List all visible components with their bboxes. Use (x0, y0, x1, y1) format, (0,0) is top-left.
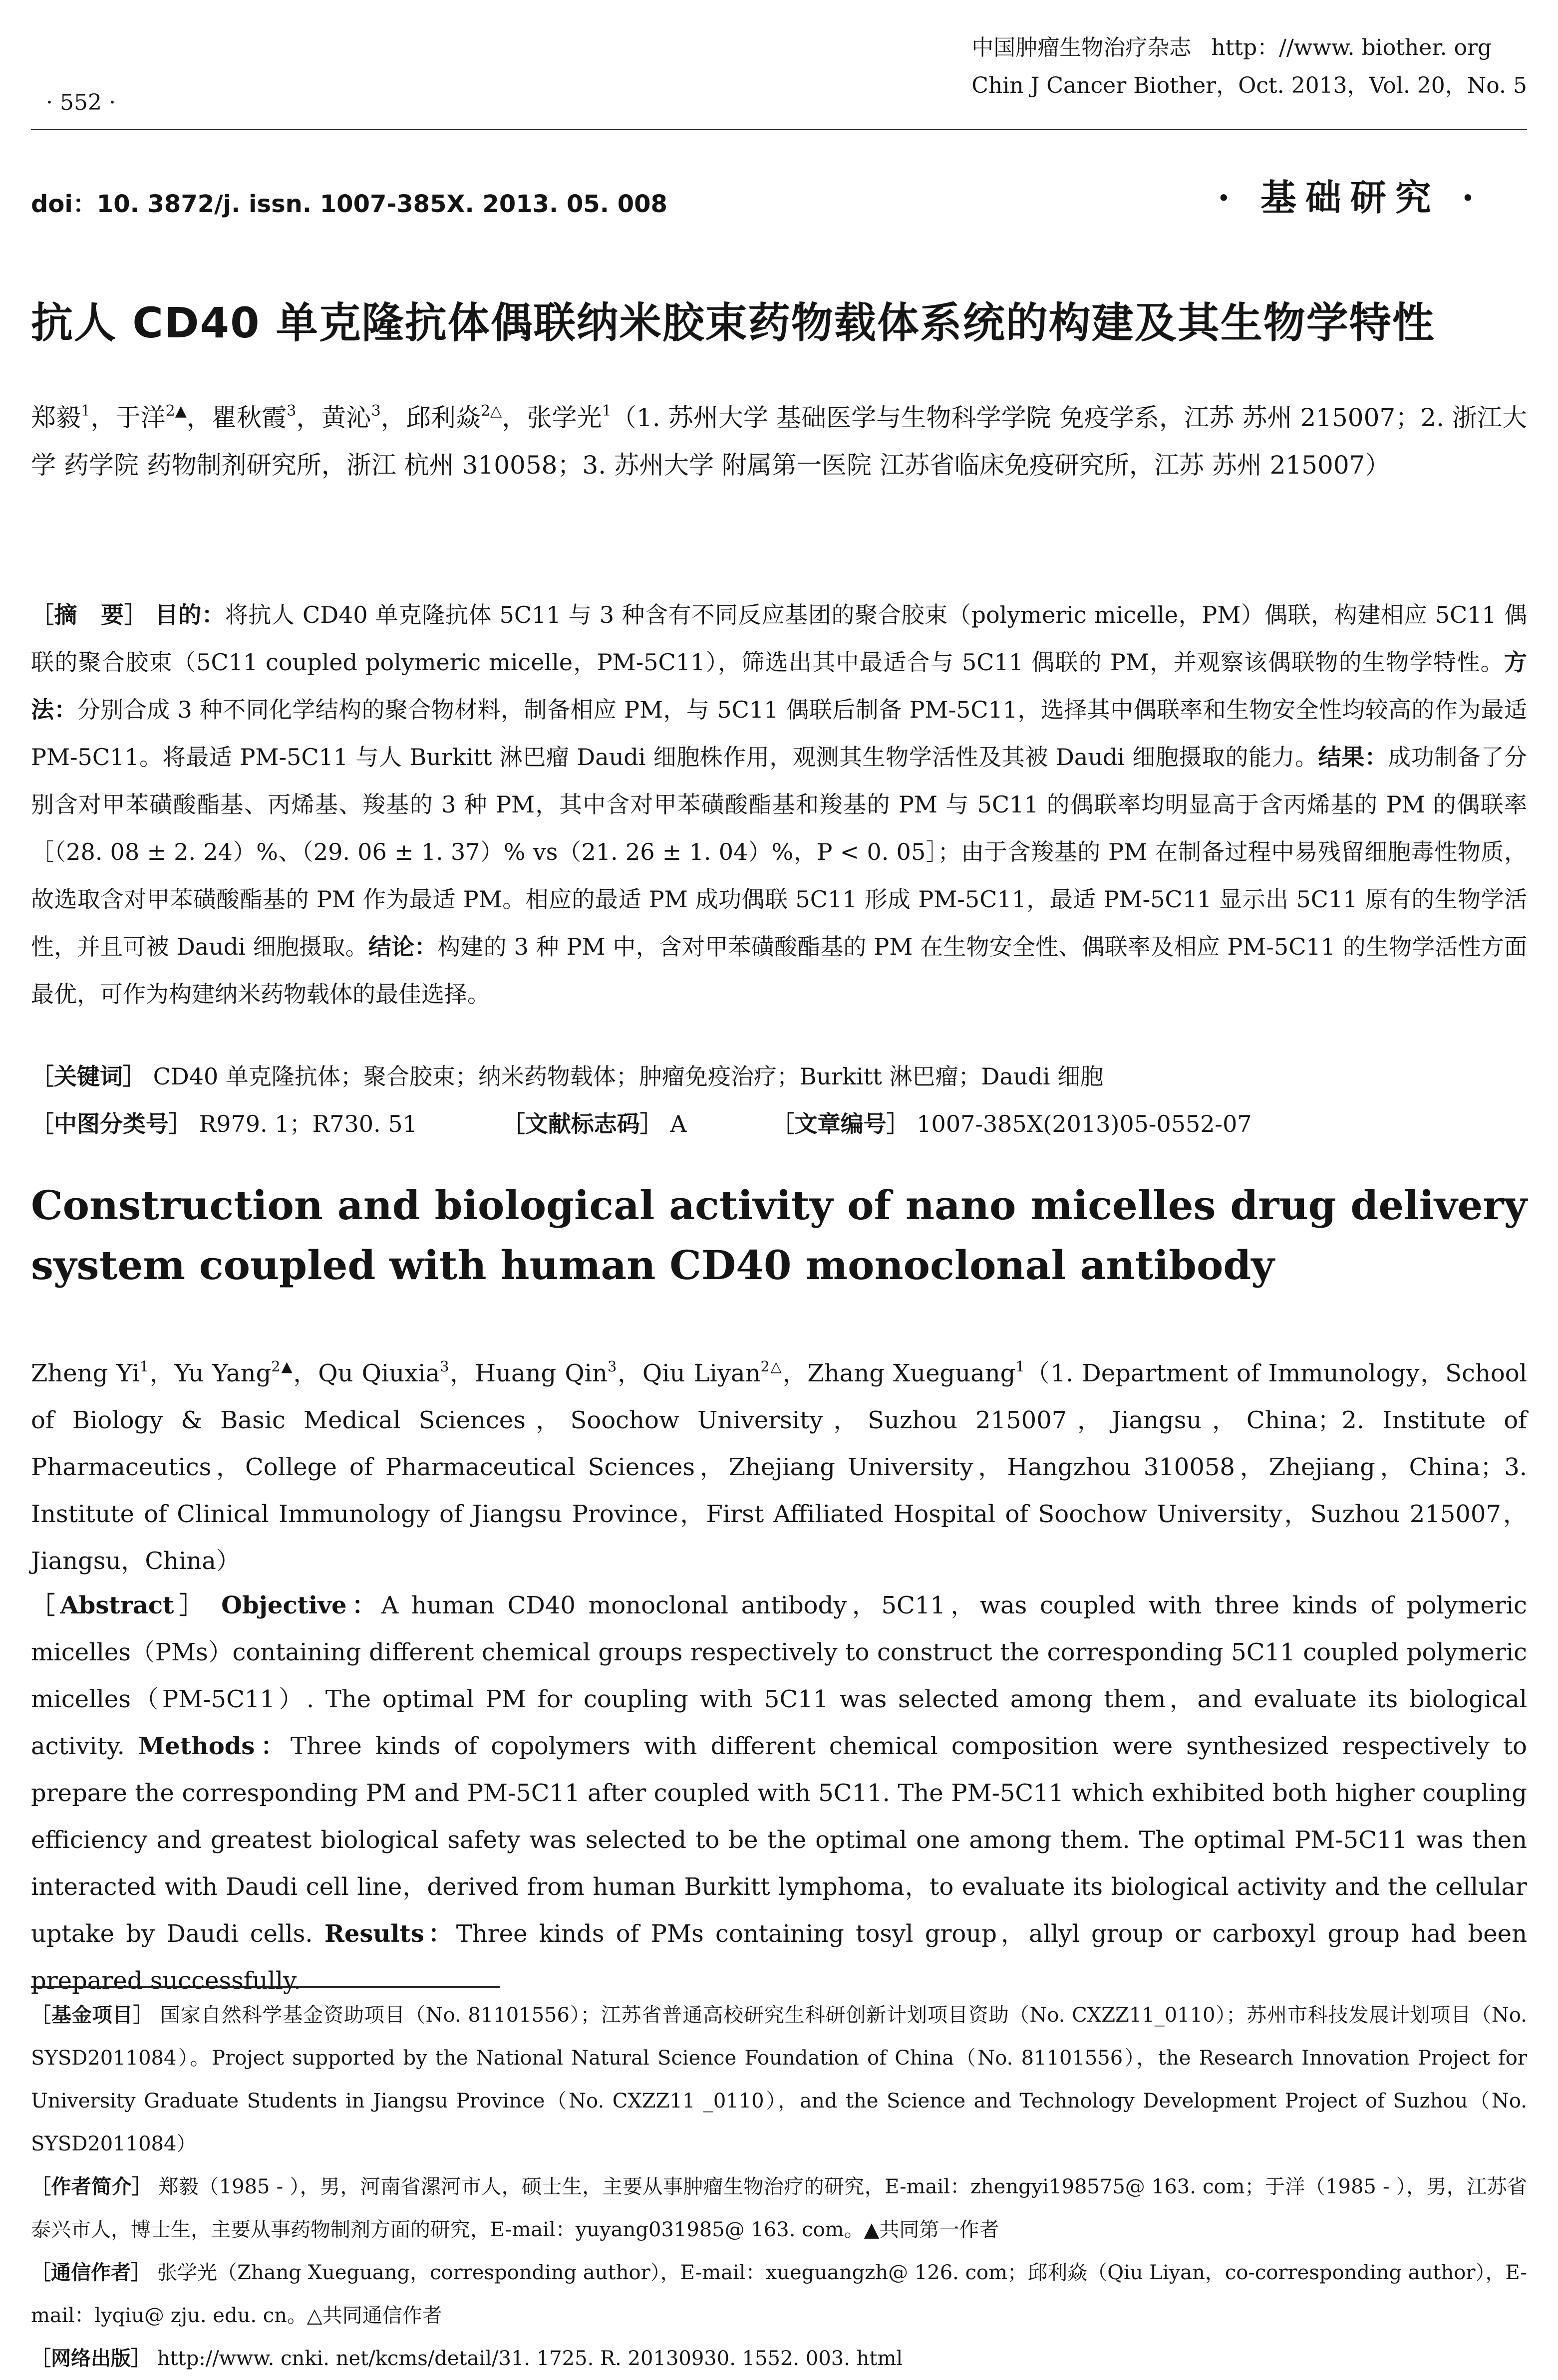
results-text: 成功制备了分别含对甲苯磺酸酯基、丙烯基、羧基的 3 种 PM，其中含对甲苯磺酸酯基和羧基的 PM 与 5C11 的偶联率均明显高于含丙烯基的 PM 的偶联率［（28. 08 ± 2. 24）%、（29. 06 ± 1. 37）% vs（21. 26 ± 1. 04）%，P < 0. 05］；由于含羧基的 PM 在制备过程中易残留细胞毒性物质，故选取含对甲苯磺酸酯基的 PM 作为最适 PM。相应的最适 PM 成功偶联 5C11 形成 PM-5C11，最适 PM-5C11 显示出 5C11 原有的生物学活性，并且可被 Daudi 细胞摄取。 (31, 744, 1528, 960)
objective-text: 将抗人 CD40 单克隆抗体 5C11 与 3 种含有不同反应基团的聚合胶束（polymeric micelle，PM）偶联，构建相应 5C11 偶联的聚合胶束（5C11 coupled polymeric micelle，PM-5C11），筛选出其中最适合与 5C11 偶联的 PM，并观察该偶联物的生物学特性。 (31, 601, 1527, 676)
author-sup: 2△ (760, 1357, 783, 1375)
author-name: ，Qu Qiuxia (293, 1359, 440, 1387)
author-name: ，Zhang Xueguang (782, 1359, 1016, 1387)
author-bio-text: 郑毅（1985 - ），男，河南省漯河市人，硕士生，主要从事肿瘤生物治疗的研究，E-mail：zhengyi198575@ 163. com；于洋（1985 - ），男，江苏省泰兴市人，博士生，主要从事药物制剂方面的研究，E-mail：yuyang031985@ 163. com。▲共同第一作者 (31, 2175, 1528, 2241)
abstract-en (31, 1582, 1527, 2004)
objective-en-label: Objective： (221, 1591, 381, 1619)
methods-label: 方法： (31, 649, 1527, 723)
header-rule (31, 129, 1527, 130)
author-name: ，邱利焱 (380, 403, 481, 432)
doc-code-label: ［文献标志码］ (502, 1110, 663, 1137)
results-en-text: Three kinds of PMs containing tosyl group，allyl group or carboxyl group had been prepared successfully. (31, 1920, 1527, 1995)
author-note (31, 2165, 1527, 2251)
doc-code-value: A (670, 1110, 687, 1137)
article-no-label: ［文章编号］ (771, 1110, 910, 1137)
results-en-label: Results： (324, 1920, 456, 1948)
online-label: ［网络出版］ (31, 2347, 151, 2370)
objective-en-text: A human CD40 monoclonal antibody，5C11，was coupled with three kinds of polymeric micelles（PMs）containing different chemical groups respectively to construct the corresponding 5C11 coupled polymeric micelles（PM-5C11）. The optimal PM for coupling with 5C11 was selected among them，and evaluate its biological activity. (31, 1591, 1527, 1760)
keywords (31, 1053, 1527, 1100)
corresponding-label: ［通信作者］ (31, 2261, 151, 2284)
author-sup: 2▲ (165, 402, 187, 420)
author-name: ，Qiu Liyan (617, 1359, 761, 1387)
author-name: ，张学光 (502, 403, 602, 432)
author-bio-label: ［作者简介］ (31, 2175, 152, 2198)
author-sup: 1 (81, 402, 91, 420)
section-label: · 基础研究 · (1217, 176, 1483, 219)
article-no-value: 1007-385X(2013)05-0552-07 (917, 1110, 1252, 1137)
online-url[interactable]: http://www. cnki. net/kcms/detail/31. 1725. R. 20130930. 1552. 003. html (157, 2347, 903, 2370)
online-note (31, 2337, 1527, 2380)
author-sup: 3 (371, 402, 381, 420)
author-name: ，于洋 (90, 403, 166, 432)
footnote-rule (31, 1986, 500, 1988)
journal-name-cn: 中国肿瘤生物治疗杂志 (971, 35, 1192, 60)
title-en: Construction and biological activity of nano micelles drug delivery system coupled with human CD40 monoclonal antibody (31, 1182, 1527, 1289)
fund-label: ［基金项目］ (31, 2004, 154, 2027)
classification-row (31, 1100, 1527, 1148)
author-sup: 3 (440, 1357, 449, 1375)
author-sup: 3 (287, 402, 297, 420)
author-sup: 2△ (481, 402, 502, 420)
author-sup: 3 (607, 1357, 617, 1375)
fund-note (31, 1994, 1527, 2165)
footnotes (31, 1994, 1527, 2380)
journal-header (971, 29, 1527, 105)
journal-url[interactable]: http：//www. biother. org (1211, 35, 1492, 60)
authors-cn (31, 394, 1527, 489)
clc-label: ［中图分类号］ (31, 1110, 192, 1137)
authors-en (31, 1350, 1527, 1585)
author-sup: 1 (602, 402, 612, 420)
conclusion-text: 构建的 3 种 PM 中，含对甲苯磺酸酯基的 PM 在生物安全性、偶联率及相应 PM-5C11 的生物学活性方面最优，可作为构建纳米药物载体的最佳选择。 (31, 933, 1527, 1008)
journal-citation: Chin J Cancer Biother，Oct. 2013，Vol. 20，No. 5 (971, 73, 1527, 98)
doi: doi：10. 3872/j. issn. 1007-385X. 2013. 05. 008 (31, 190, 667, 218)
abstract-cn-label: ［摘 要］ (31, 601, 148, 628)
methods-en-label: Methods： (138, 1732, 291, 1760)
methods-en-text: Three kinds of copolymers with different chemical composition were synthesized respectively to prepare the corresponding PM and PM-5C11 after coupled with 5C11. The PM-5C11 which exhibited both higher coupling efficiency and greatest biological safety was selected to be the optimal one among them. The optimal PM-5C11 was then interacted with Daudi cell line，derived from human Burkitt lymphoma，to evaluate its biological activity and the cellular uptake by Daudi cells. (31, 1732, 1527, 1948)
title-cn: 抗人 CD40 单克隆抗体偶联纳米胶束药物载体系统的构建及其生物学特性 (31, 298, 1435, 347)
keywords-text: CD40 单克隆抗体；聚合胶束；纳米药物载体；肿瘤免疫治疗；Burkitt 淋巴瘤；Daudi 细胞 (153, 1063, 1104, 1090)
abstract-en-label: ［Abstract］ (31, 1591, 209, 1619)
affiliations-en: （1. Department of Immunology，School of Biology & Basic Medical Sciences，Soochow University，Suzhou 215007，Jiangsu，China；2. Institute of Pharmaceutics，College of Pharmaceutical Sciences，Zhejiang University，Hangzhou 310058，Zhejiang，China；3. Institute of Clinical Immunology of Jiangsu Province，First Affiliated Hospital of Soochow University，Suzhou 215007，Jiangsu，China） (31, 1359, 1527, 1575)
corresponding-text: 张学光（Zhang Xueguang，corresponding author），E-mail：xueguangzh@ 126. com；邱利焱（Qiu Liyan，co-corresponding author），E-mail：lyqiu@ zju. edu. cn。△共同通信作者 (31, 2261, 1528, 2327)
methods-text: 分别合成 3 种不同化学结构的聚合物材料，制备相应 PM，与 5C11 偶联后制备 PM-5C11，选择其中偶联率和生物安全性均较高的作为最适 PM-5C11。将最适 PM-5C11 与人 Burkitt 淋巴瘤 Daudi 细胞株作用，观测其生物学活性及其被 Daudi 细胞摄取的能力。 (31, 696, 1527, 771)
page-number: · 552 · (46, 90, 116, 115)
keywords-label: ［关键词］ (31, 1063, 146, 1090)
clc-value: R979. 1；R730. 51 (199, 1110, 417, 1137)
results-label: 结果： (1318, 744, 1388, 771)
author-name: ，黄沁 (296, 403, 371, 432)
affiliations-cn: （1. 苏州大学 基础医学与生物科学学院 免疫学系，江苏 苏州 215007；2. 浙江大学 药学院 药物制剂研究所，浙江 杭州 310058；3. 苏州大学 附属第一医院 江苏省临床免疫研究所，江苏 苏州 215007） (31, 403, 1528, 480)
conclusion-label: 结论： (368, 933, 438, 960)
author-name: 郑毅 (31, 403, 81, 432)
fund-text: 国家自然科学基金资助项目（No. 81101556）；江苏省普通高校研究生科研创新计划项目资助（No. CXZZ11_0110）；苏州市科技发展计划项目（No. SYSD2011084）。Project supported by the National Natural Science Foundation of China（No. 81101556），the Research Innovation Project for University Graduate Students in Jiangsu Province（No. CXZZ11 _0110），and the Science and Technology Development Project of Suzhou（No. SYSD2011084） (31, 2004, 1528, 2155)
abstract-cn (31, 591, 1527, 1018)
author-name: ，Yu Yang (148, 1359, 272, 1387)
author-sup: 1 (1015, 1357, 1025, 1375)
author-name: ，瞿秋霞 (186, 403, 287, 432)
corresponding-note (31, 2251, 1527, 2337)
objective-label: 目的： (155, 601, 225, 628)
author-sup: 2▲ (271, 1357, 294, 1375)
author-name: ，Huang Qin (449, 1359, 608, 1387)
author-sup: 1 (139, 1357, 149, 1375)
author-name: Zheng Yi (31, 1359, 140, 1387)
